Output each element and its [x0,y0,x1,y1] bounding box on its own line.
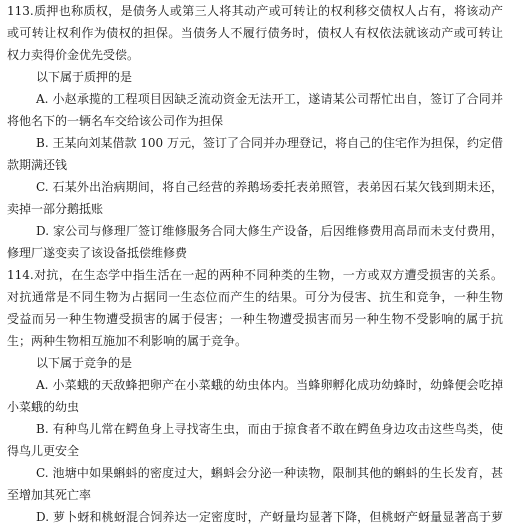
option-line: A. 小菜蛾的天敌蜂把卵产在小菜蛾的幼虫体内。当蜂卵孵化成功幼蜂时，幼蜂便会吃掉 [36,378,503,392]
option-line: 卖掉一部分鹅抵账 [7,202,104,216]
question-113-option-c [7,176,503,220]
question-114-option-d [7,506,503,528]
document-page [7,0,503,528]
option-line: 小菜蛾的幼虫 [7,400,80,414]
option-line: C. 石某外出治病期间，将自己经营的养鹅场委托表弟照管，表弟因石某欠钱到期未还， [36,180,503,194]
option-line: D. 萝卜蚜和桃蚜混合饲养达一定密度时，产蚜量均显著下降，但桃蚜产蚜量显著高于萝 [36,510,503,524]
option-line: A. 小赵承揽的工程项目因缺乏流动资金无法开工，遂请某公司帮忙出自，签订了合同并 [36,92,503,106]
option-line: 款期满还钱 [7,158,68,172]
question-114-option-a [7,374,503,418]
question-114-stem-line: 生；两种生物相互施加不利影响的属于竞争。 [7,334,248,348]
option-line: D. 家公司与修理厂签订维修服务合同大修生产设备，后因维修费用高昂而未支付费用， [36,224,503,238]
question-113-option-b [7,132,503,176]
question-113-stem-line: 或可转让权利作为债权的担保。当债务人不履行债务时，债权人有权依法就该动产或可转让 [7,26,503,40]
option-line: 将他名下的一辆名车交给该公司作为担保 [7,114,224,128]
question-114-stem-line: 对抗通常是不同生物为占据同一生态位而产生的结果。可分为侵害、抗生和竞争，一种生物 [7,290,503,304]
option-line: B. 有种鸟儿常在鳄鱼身上寻找寄生虫，而由于掠食者不敢在鳄鱼身边攻击这些鸟类，使 [36,422,503,436]
question-113-option-d [7,220,503,264]
question-113 [7,0,503,264]
option-line: 得鸟儿更安全 [7,444,80,458]
option-line: 修理厂遂变卖了该设备抵偿维修费 [7,246,188,260]
option-line: B. 王某向刘某借款 100 万元，签订了合同并办理登记，将自己的住宅作为担保，约定借 [36,136,503,150]
question-114-stem-line: 受益而另一种生物遭受损害的属于侵害；一种生物遭受损害而另一种生物不受影响的属于抗 [7,312,503,326]
question-113-option-a [7,88,503,132]
option-line: C. 池塘中如果蝌蚪的密度过大，蝌蚪会分泌一种读物，限制其他的蝌蚪的生长发育，甚 [36,466,503,480]
question-114 [7,264,503,528]
question-113-stem-line: 113.质押也称质权，是债务人或第三人将其动产或可转让的权利移交债权人占有，将该动产 [7,4,503,18]
question-113-prompt: 以下属于质押的是 [36,70,133,84]
option-line: 至增加其死亡率 [7,488,92,502]
question-114-option-b [7,418,503,462]
question-114-option-c [7,462,503,506]
question-114-prompt: 以下属于竞争的是 [36,356,133,370]
question-113-stem-line: 权力卖得价金优先受偿。 [7,48,140,62]
question-114-stem-line: 114.对抗，在生态学中指生活在一起的两种不同种类的生物，一方或双方遭受损害的关系。 [7,268,503,282]
